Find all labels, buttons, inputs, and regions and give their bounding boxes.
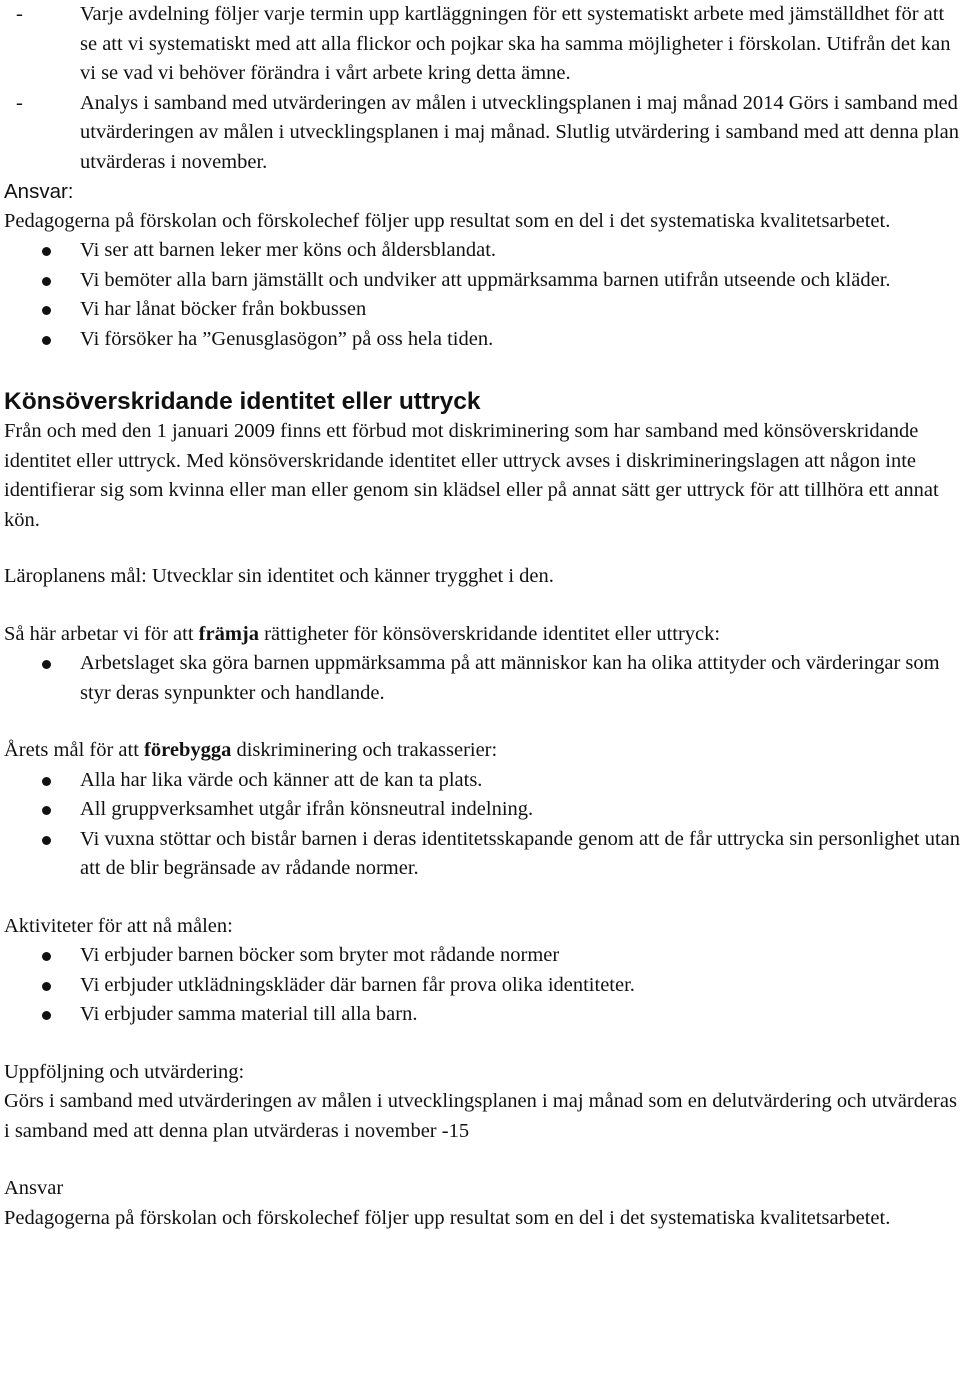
top-dash-list: [0, 0, 960, 177]
list-item: [0, 295, 960, 325]
prevent-bold: förebygga: [144, 739, 232, 761]
promote-bullet-list: [0, 649, 960, 708]
section-intro: Från och med den 1 januari 2009 finns ett förbud mot diskriminering som har samband med könsöverskridande identitet eller uttryck. Med könsöverskridande identitet eller uttryck avses i diskrimineringslagen att någon inte identifierar sig som kvinna eller man eller genom sin klädsel eller på annat sätt ger uttryck för att tillhöra ett annat kön.: [4, 420, 939, 531]
bullet-icon: [42, 660, 51, 669]
list-item-text: Vi vuxna stöttar och bistår barnen i deras identitetsskapande genom att de får uttrycka sin personlighet utan att de blir begränsade av rådande normer.: [80, 827, 960, 879]
ansvar-text: Pedagogerna på förskolan och förskolechef följer upp resultat som en del i det systematiska kvalitetsarbetet.: [4, 209, 891, 232]
dash-item-text: Analys i samband med utvärderingen av målen i utvecklingsplanen i maj månad 2014 Görs i samband med utvärderingen av målen i utvecklingsplanen i maj månad. Slutlig utvärdering i samband med att denna plan utvärderas i november.: [80, 91, 959, 173]
bullet-icon: [42, 277, 51, 286]
list-item: [0, 236, 960, 266]
prevent-suffix: diskriminering och trakasserier:: [231, 739, 498, 761]
prevent-intro: [0, 736, 960, 766]
list-item-text: Vi erbjuder barnen böcker som bryter mot rådande normer: [80, 944, 560, 966]
followup-text: Görs i samband med utvärderingen av målen i utvecklingsplanen i maj månad som en delutvärdering och utvärderas i samband med att denna plan utvärderas i november -15: [4, 1090, 957, 1142]
list-item-text: Vi erbjuder utklädningskläder där barnen får prova olika identiteter.: [80, 973, 635, 996]
prevent-prefix: Årets mål för att: [4, 739, 145, 761]
ansvar-2-text: Pedagogerna på förskolan och förskolechef följer upp resultat som en del i det systematiska kvalitetsarbetet.: [4, 1206, 891, 1229]
bullet-icon: [42, 806, 51, 815]
list-item-text: Vi erbjuder samma material till alla barn.: [80, 1003, 418, 1025]
dash-item-analys: [0, 89, 960, 178]
dash-marker: -: [16, 3, 23, 25]
dash-marker: -: [16, 91, 23, 114]
results-bullet-list: [0, 236, 960, 354]
list-item: [0, 795, 960, 825]
bullet-icon: [42, 982, 51, 991]
ansvar-label: Ansvar:: [4, 180, 74, 203]
list-item: [0, 825, 960, 884]
list-item-text: Arbetslaget ska göra barnen uppmärksamma på att människor kan ha olika attityder och värderingar som styr deras synpunkter och handlande.: [80, 652, 940, 704]
followup-label: Uppföljning och utvärdering:: [4, 1060, 245, 1083]
list-item: [0, 766, 960, 796]
list-item-text: Vi har lånat böcker från bokbussen: [80, 298, 367, 320]
laroplan-goal: Läroplanens mål: Utvecklar sin identitet och känner trygghet i den.: [4, 565, 554, 587]
bullet-icon: [42, 306, 51, 315]
list-item: [0, 325, 960, 355]
dash-item-kartlaggning: [0, 0, 960, 89]
ansvar-2-label: Ansvar: [4, 1177, 64, 1199]
list-item: [0, 941, 960, 971]
section-heading: Könsöverskridande identitet eller uttryck: [4, 388, 481, 415]
bullet-icon: [42, 777, 51, 786]
list-item-text: All gruppverksamhet utgår ifrån könsneutral indelning.: [80, 798, 534, 820]
promote-bold: främja: [198, 622, 260, 645]
promote-intro: [0, 620, 960, 650]
prevent-bullet-list: [0, 766, 960, 884]
activities-label: Aktiviteter för att nå målen:: [4, 914, 233, 937]
bullet-icon: [42, 952, 51, 961]
promote-prefix: Så här arbetar vi för att: [4, 622, 199, 645]
list-item-text: Alla har lika värde och känner att de kan ta plats.: [80, 768, 483, 791]
dash-item-text: Varje avdelning följer varje termin upp kartläggningen för ett systematiskt arbete med jämställdhet för att se att vi systematiskt med att alla flickor och pojkar ska ha samma möjligheter i förskolan. Utifrån det kan vi se vad vi behöver förändra i vårt arbete kring detta ämne.: [80, 3, 951, 84]
list-item-text: Vi ser att barnen leker mer köns och åldersblandat.: [80, 239, 497, 261]
list-item-text: Vi försöker ha ”Genusglasögon” på oss hela tiden.: [80, 327, 494, 350]
bullet-icon: [42, 336, 51, 345]
list-item-text: Vi bemöter alla barn jämställt och undviker att uppmärksamma barnen utifrån utseende och kläder.: [80, 268, 891, 291]
list-item: [0, 266, 960, 296]
bullet-icon: [42, 836, 51, 845]
activities-bullet-list: [0, 941, 960, 1030]
promote-suffix: rättigheter för könsöverskridande identitet eller uttryck:: [259, 622, 721, 645]
list-item: [0, 1000, 960, 1030]
list-item: [0, 649, 960, 708]
bullet-icon: [42, 1011, 51, 1020]
list-item: [0, 971, 960, 1001]
bullet-icon: [42, 247, 51, 256]
